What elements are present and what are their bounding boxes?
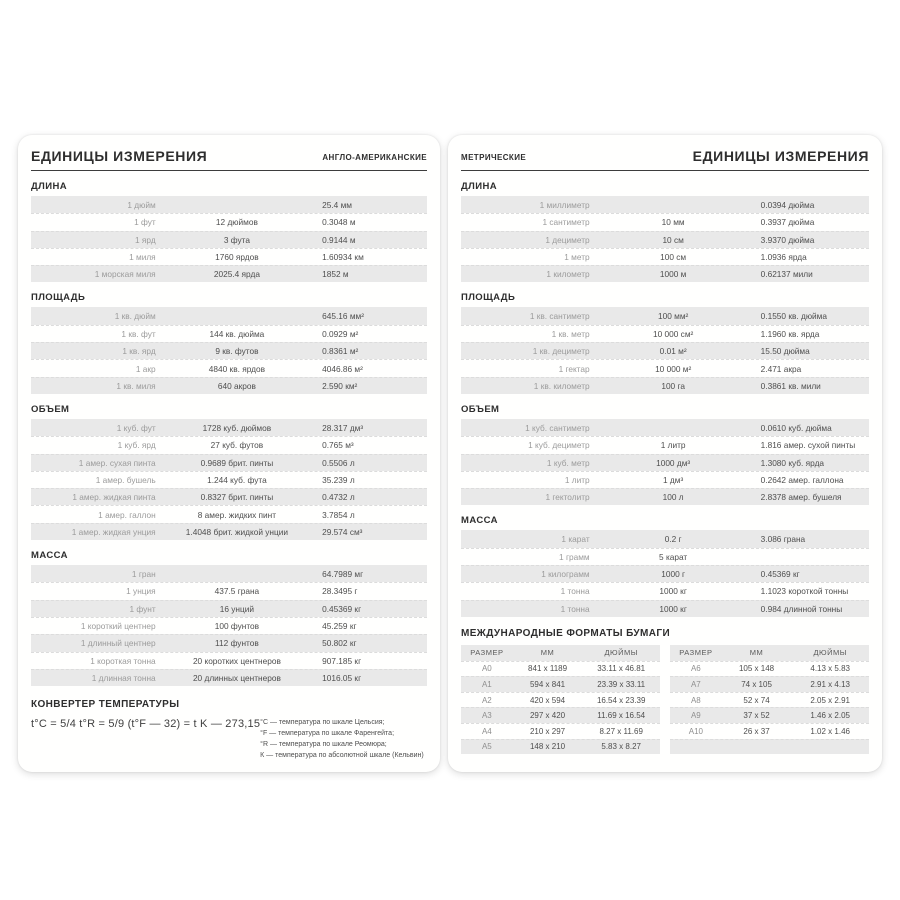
paper-header-cell: ДЮЙМЫ — [604, 648, 638, 658]
table-row — [31, 436, 427, 453]
unit-table — [31, 419, 427, 540]
cell-unit: 1 кв. сантиметр — [529, 311, 590, 322]
paper-size: A6 — [690, 664, 701, 674]
temperature-converter — [31, 699, 427, 761]
cell-value: 0.0929 м² — [322, 328, 359, 339]
cell-value: 0.62137 мили — [760, 269, 813, 280]
table-row — [31, 307, 427, 324]
cell-unit: 1 амер. жидкая пинта — [72, 492, 156, 503]
cell-unit: 1 дюйм — [127, 199, 156, 210]
paper-header-cell: РАЗМЕР — [470, 648, 504, 658]
cell-equivalent: 1000 кг — [659, 603, 687, 614]
cell-value: 0.4732 л — [322, 492, 355, 503]
table-row — [461, 565, 869, 582]
table-row — [461, 265, 869, 282]
cell-unit: 1 ярд — [134, 234, 156, 245]
cell-value: 28.3495 г — [322, 586, 358, 597]
cell-unit: 1 амер. галлон — [98, 509, 156, 520]
paper-mm: 105 x 148 — [738, 664, 775, 674]
cell-equivalent: 100 фунтов — [214, 621, 260, 632]
right-unit-sections — [461, 181, 869, 617]
cell-value: 0.2642 амер. галлона — [760, 475, 844, 485]
temperature-note-line: °C — температура по шкале Цельсия; — [260, 719, 385, 727]
cell-value: 0.3861 кв. мили — [760, 380, 821, 391]
unit-table — [461, 196, 869, 282]
cell-unit: 1 километр — [546, 269, 590, 280]
cell-equivalent: 100 га — [661, 380, 685, 391]
cell-unit: 1 куб. дециметр — [528, 440, 590, 451]
section-title: ДЛИНА — [461, 181, 497, 192]
paper-row — [670, 723, 869, 739]
cell-value: 0.5506 л — [322, 457, 355, 468]
table-row — [31, 471, 427, 488]
cell-unit: 1 куб. ярд — [117, 440, 156, 451]
table-row — [31, 523, 427, 540]
paper-row — [670, 707, 869, 723]
cell-equivalent: 9 кв. футов — [215, 346, 259, 357]
cell-value: 0.3048 м — [322, 217, 356, 228]
paper-size: A0 — [481, 664, 492, 674]
section-title: ДЛИНА — [31, 181, 67, 192]
cell-equivalent: 2025.4 ярда — [213, 269, 260, 280]
cell-unit: 1 акр — [135, 363, 156, 374]
cell-unit: 1 сантиметр — [542, 217, 590, 228]
unit-section — [461, 292, 869, 393]
cell-value: 2.8378 амер. бушеля — [760, 492, 842, 503]
cell-unit: 1 кв. дециметр — [532, 346, 590, 357]
cell-value: 0.8361 м² — [322, 346, 359, 357]
cell-unit: 1 унция — [126, 586, 156, 597]
paper-inches: 11.69 x 16.54 — [597, 711, 646, 721]
cell-value: 29.574 см³ — [322, 526, 363, 537]
left-page-header — [31, 148, 427, 164]
cell-unit: 1 амер. бушель — [95, 475, 156, 485]
table-row — [461, 471, 869, 488]
table-row — [461, 454, 869, 471]
paper-mm: 52 x 74 — [743, 695, 770, 705]
cell-value: 28.317 дм³ — [322, 422, 364, 433]
cell-equivalent: 5 карат — [659, 551, 688, 562]
cell-value: 1016.05 кг — [322, 672, 362, 683]
header-rule — [31, 170, 427, 171]
unit-table — [31, 196, 427, 282]
cell-value: 15.50 дюйма — [760, 346, 810, 357]
cell-equivalent: 100 мм² — [657, 311, 689, 322]
cell-unit: 1 кв. метр — [551, 328, 590, 339]
cell-unit: 1 гектар — [558, 363, 590, 374]
table-row — [31, 669, 427, 686]
cell-unit: 1 морская миля — [94, 269, 156, 280]
temperature-note-line: °F — температура по шкале Фаренгейта; — [260, 729, 395, 737]
unit-section — [31, 404, 427, 540]
left-unit-sections — [31, 181, 427, 686]
table-row — [461, 248, 869, 265]
unit-section — [461, 515, 869, 616]
paper-header-cell: ММ — [749, 648, 764, 658]
temperature-converter-body — [31, 718, 427, 761]
table-row — [31, 265, 427, 282]
cell-value: 1.60934 км — [322, 252, 364, 263]
paper-table-a0-a5 — [461, 645, 660, 754]
paper-inches: 1.46 x 2.05 — [810, 711, 850, 721]
table-row — [31, 359, 427, 376]
table-row — [461, 359, 869, 376]
table-row — [461, 377, 869, 394]
paper-inches: 4.13 x 5.83 — [810, 664, 850, 674]
cell-unit: 1 метр — [564, 252, 590, 263]
cell-value: 35.239 л — [322, 475, 355, 485]
cell-value: 3.9370 дюйма — [760, 234, 815, 245]
cell-value: 3.7854 л — [322, 509, 355, 520]
section-title: МАССА — [461, 515, 498, 527]
paper-row — [461, 707, 660, 723]
table-row — [461, 307, 869, 324]
cell-equivalent: 100 см — [660, 252, 687, 263]
paper-mm: 37 x 52 — [743, 711, 770, 721]
right-page-metric — [448, 135, 882, 772]
cell-unit: 1 карат — [561, 534, 590, 545]
cell-unit: 1 куб. метр — [546, 457, 590, 468]
cell-unit: 1 кв. ярд — [122, 346, 156, 357]
table-row — [31, 505, 427, 522]
table-row — [31, 565, 427, 582]
table-row — [31, 582, 427, 599]
cell-value: 3.086 грана — [760, 534, 806, 545]
header-rule — [461, 170, 869, 171]
cell-unit: 1 куб. фут — [116, 422, 156, 433]
paper-header-cell: ДЮЙМЫ — [813, 648, 847, 658]
unit-section — [461, 181, 869, 282]
section-title: ОБЪЕМ — [461, 403, 500, 415]
cell-equivalent: 1728 куб. дюймов — [202, 422, 272, 433]
cell-equivalent: 10 см — [662, 234, 684, 245]
cell-equivalent: 1.4048 брит. жидкой унции — [185, 526, 289, 537]
table-row — [461, 419, 869, 436]
cell-unit: 1 литр — [564, 475, 590, 485]
left-page-anglo-american — [18, 135, 440, 772]
paper-row — [461, 739, 660, 755]
cell-unit: 1 длинная тонна — [91, 672, 156, 683]
table-row — [31, 419, 427, 436]
cell-value: 1852 м — [322, 269, 349, 280]
section-title: ОБЪЕМ — [31, 403, 70, 415]
cell-value: 0.45369 кг — [322, 603, 362, 614]
table-row — [461, 530, 869, 547]
page-subtitle: АНГЛО-АМЕРИКАНСКИЕ — [322, 153, 427, 162]
cell-equivalent: 1000 г — [661, 569, 686, 580]
page-title: ЕДИНИЦЫ ИЗМЕРЕНИЯ — [31, 148, 208, 164]
table-row — [461, 548, 869, 565]
cell-unit: 1 килограмм — [541, 569, 590, 580]
table-row — [31, 196, 427, 213]
cell-unit: 1 гектолитр — [545, 492, 590, 503]
paper-table-a6-a10 — [670, 645, 869, 754]
cell-unit: 1 амер. сухая пинта — [78, 457, 156, 468]
unit-section — [461, 404, 869, 505]
page-title: ЕДИНИЦЫ ИЗМЕРЕНИЯ — [692, 148, 869, 164]
cell-unit: 1 гран — [131, 568, 156, 579]
unit-table — [31, 565, 427, 686]
cell-value: 2.471 акра — [760, 363, 802, 374]
cell-value: 45.259 кг — [322, 621, 357, 632]
cell-value: 907.185 кг — [322, 655, 362, 666]
paper-mm: 594 x 841 — [529, 679, 566, 689]
paper-inches: 23.39 x 33.11 — [597, 679, 646, 689]
paper-row — [461, 661, 660, 677]
paper-mm: 420 x 594 — [529, 695, 566, 705]
cell-unit: 1 короткий центнер — [80, 621, 156, 632]
paper-size: A4 — [481, 726, 492, 736]
unit-table — [461, 530, 869, 616]
cell-value: 0.45369 кг — [760, 569, 800, 580]
paper-formats — [461, 628, 869, 754]
unit-section — [31, 550, 427, 686]
cell-unit: 1 миля — [129, 252, 156, 263]
paper-inches: 2.91 x 4.13 — [810, 679, 850, 689]
paper-row — [461, 723, 660, 739]
table-row — [31, 377, 427, 394]
cell-unit: 1 кв. фут — [121, 328, 156, 339]
cell-value: 0.0610 куб. дюйма — [760, 422, 832, 433]
table-row — [461, 231, 869, 248]
cell-value: 0.3937 дюйма — [760, 217, 815, 228]
cell-equivalent: 1 дм³ — [663, 475, 684, 485]
temperature-converter-title: КОНВЕРТЕР ТЕМПЕРАТУРЫ — [31, 699, 180, 711]
cell-value: 0.1550 кв. дюйма — [760, 311, 828, 322]
table-row — [31, 213, 427, 230]
paper-formats-title: МЕЖДУНАРОДНЫЕ ФОРМАТЫ БУМАГИ — [461, 627, 671, 639]
paper-row — [670, 692, 869, 708]
cell-equivalent: 0.8327 брит. пинты — [200, 492, 274, 503]
cell-equivalent: 10 000 см² — [652, 328, 694, 339]
table-row — [31, 617, 427, 634]
table-row — [31, 231, 427, 248]
table-row — [461, 213, 869, 230]
paper-formats-tables — [461, 645, 869, 754]
paper-header-cell: ММ — [540, 648, 555, 658]
paper-mm: 841 x 1189 — [528, 664, 568, 674]
cell-value: 0.0394 дюйма — [760, 199, 815, 210]
cell-value: 1.1023 короткой тонны — [760, 586, 849, 597]
cell-value: 25.4 мм — [322, 199, 353, 210]
cell-equivalent: 10 000 м² — [655, 363, 692, 374]
cell-unit: 1 кв. миля — [116, 380, 156, 391]
paper-mm: 26 x 37 — [743, 726, 770, 736]
cell-equivalent: 437.5 грана — [214, 586, 260, 597]
cell-equivalent: 12 дюймов — [215, 217, 258, 228]
cell-unit: 1 длинный центнер — [80, 638, 156, 649]
unit-section — [31, 292, 427, 393]
paper-header-cell: РАЗМЕР — [679, 648, 713, 658]
cell-unit: 1 дециметр — [545, 234, 590, 245]
cell-equivalent: 100 л — [662, 492, 684, 503]
temperature-note-line: К — температура по абсолютной шкале (Кельвин) — [260, 751, 424, 759]
cell-equivalent: 20 длинных центнеров — [192, 672, 281, 683]
paper-inches: 16.54 x 23.39 — [596, 695, 646, 705]
cell-equivalent: 1 литр — [660, 440, 686, 451]
cell-unit: 1 короткая тонна — [90, 655, 156, 666]
table-row — [31, 600, 427, 617]
cell-value: 0.9144 м — [322, 234, 356, 245]
table-row — [31, 342, 427, 359]
temperature-note-line: °R — температура по шкале Реомюра; — [260, 740, 387, 748]
section-title: ПЛОЩАДЬ — [31, 292, 86, 304]
paper-size: A9 — [690, 711, 701, 721]
paper-mm: 74 x 105 — [741, 679, 772, 689]
cell-equivalent: 16 унций — [219, 603, 255, 614]
cell-equivalent: 20 коротких центнеров — [192, 655, 281, 666]
cell-value: 1.816 амер. сухой пинты — [760, 440, 856, 451]
table-row — [31, 248, 427, 265]
cell-value: 645.16 мм² — [322, 311, 364, 322]
table-row — [461, 582, 869, 599]
paper-row — [461, 692, 660, 708]
cell-equivalent: 27 куб. футов — [210, 440, 264, 451]
paper-mm: 148 x 210 — [529, 742, 566, 752]
paper-size: A7 — [690, 679, 701, 689]
cell-equivalent: 1.244 куб. фута — [207, 475, 267, 485]
cell-equivalent: 1000 кг — [659, 586, 687, 597]
paper-size: A2 — [481, 695, 492, 705]
paper-header-row — [670, 645, 869, 661]
paper-size: A8 — [690, 695, 701, 705]
table-row — [461, 196, 869, 213]
paper-inches: 1.02 x 1.46 — [810, 726, 850, 736]
paper-row — [461, 676, 660, 692]
unit-section — [31, 181, 427, 282]
paper-inches: 5.83 x 8.27 — [601, 742, 641, 752]
cell-equivalent: 0.01 м² — [659, 346, 687, 357]
cell-equivalent: 8 амер. жидких пинт — [197, 509, 277, 520]
table-row — [31, 652, 427, 669]
cell-equivalent: 1000 м — [659, 269, 687, 280]
cell-unit: 1 кв. километр — [533, 380, 590, 391]
unit-table — [461, 307, 869, 393]
cell-equivalent: 112 фунтов — [215, 638, 259, 649]
cell-unit: 1 фунт — [129, 603, 156, 614]
unit-table — [31, 307, 427, 393]
cell-value: 64.7989 мг — [322, 568, 364, 579]
cell-value: 1.1960 кв. ярда — [760, 328, 820, 339]
cell-unit: 1 тонна — [560, 586, 590, 597]
table-row — [461, 436, 869, 453]
paper-size: A3 — [481, 711, 492, 721]
paper-inches: 2.05 x 2.91 — [810, 695, 850, 705]
unit-table — [461, 419, 869, 505]
cell-unit: 1 тонна — [560, 603, 590, 614]
paper-row — [670, 739, 869, 755]
table-row — [31, 488, 427, 505]
cell-value: 2.590 км² — [322, 380, 358, 391]
cell-value: 4046.86 м² — [322, 363, 363, 374]
cell-value: 0.765 м³ — [322, 440, 354, 451]
cell-equivalent: 1000 дм³ — [656, 457, 691, 468]
paper-inches: 33.11 x 46.81 — [597, 664, 646, 674]
paper-header-row — [461, 645, 660, 661]
table-row — [461, 342, 869, 359]
cell-equivalent: 1760 ярдов — [215, 252, 259, 263]
cell-equivalent: 640 акров — [217, 380, 256, 391]
cell-unit: 1 миллиметр — [539, 199, 590, 210]
table-row — [31, 325, 427, 342]
table-row — [461, 600, 869, 617]
paper-size: A5 — [481, 742, 492, 752]
cell-equivalent: 4840 кв. ярдов — [208, 363, 265, 374]
table-row — [31, 454, 427, 471]
right-page-header — [461, 148, 869, 164]
cell-value: 1.0936 ярда — [760, 252, 807, 263]
cell-unit: 1 фут — [134, 217, 156, 228]
section-title: МАССА — [31, 550, 68, 562]
table-row — [461, 488, 869, 505]
paper-mm: 297 x 420 — [529, 711, 566, 721]
cell-unit: 1 грамм — [559, 551, 590, 562]
cell-unit: 1 куб. сантиметр — [525, 422, 590, 433]
temperature-formula: t°C = 5/4 t°R = 5/9 (t°F — 32) = t K — 273,15 — [31, 718, 261, 731]
cell-equivalent: 0.2 г — [664, 534, 682, 545]
paper-size: A10 — [688, 726, 703, 736]
cell-unit: 1 кв. дюйм — [114, 311, 156, 322]
cell-unit: 1 амер. жидкая унция — [71, 526, 156, 537]
temperature-notes — [260, 718, 427, 761]
cell-value: 0.984 длинной тонны — [760, 603, 843, 614]
page-subtitle: МЕТРИЧЕСКИЕ — [461, 153, 527, 162]
paper-mm: 210 x 297 — [529, 726, 566, 736]
table-row — [31, 634, 427, 651]
paper-row — [670, 661, 869, 677]
cell-value: 50.802 кг — [322, 638, 357, 649]
paper-inches: 8.27 x 11.69 — [599, 726, 643, 736]
cell-equivalent: 10 мм — [661, 217, 685, 228]
table-row — [461, 325, 869, 342]
cell-equivalent: 0.9689 брит. пинты — [200, 457, 274, 468]
cell-value: 1.3080 куб. ярда — [760, 457, 825, 468]
section-title: ПЛОЩАДЬ — [461, 292, 516, 304]
cell-equivalent: 144 кв. дюйма — [209, 328, 265, 339]
cell-equivalent: 3 фута — [223, 234, 250, 245]
paper-row — [670, 676, 869, 692]
paper-size: A1 — [481, 679, 492, 689]
